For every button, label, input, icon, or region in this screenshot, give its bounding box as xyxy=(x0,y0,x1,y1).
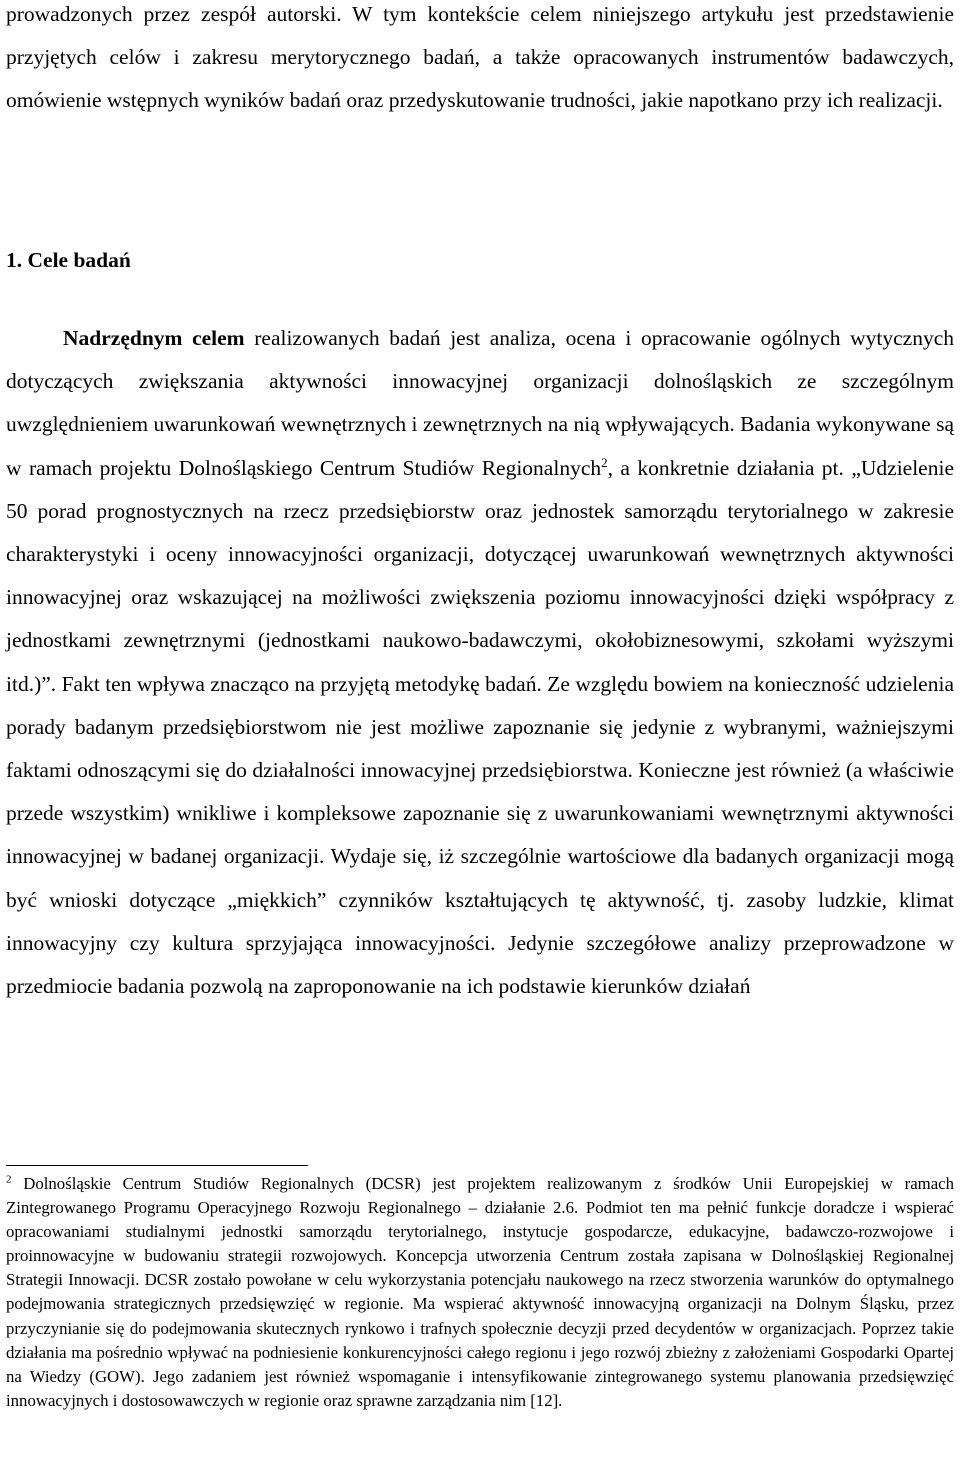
footnote-separator xyxy=(6,1165,308,1166)
lead-bold-text: Nadrzędnym celem xyxy=(63,326,245,350)
footnote-text: Dolnośląskie Centrum Studiów Regionalnych (DCSR) jest projektem realizowanym z środków Unii Europejskiej w ramach Zintegrowanego Programu Operacyjnego Rozwoju Regionalnego – działanie 2.6. Podmiot ten ma pełnić funkcje doradcze i wspierać opracowaniami studialnymi jednostki samorządu terytorialnego, instytucje gospodarcze, edukacyjne, badawczo-rozwojowe i proinnowacyjne w budowaniu strategii rozwojowych. Koncepcja utworzenia Centrum została zapisana w Dolnośląskiej Regionalnej Strategii Innowacji. DCSR zostało powołane w celu wykorzystania potencjału naukowego na rzecz stworzenia warunków do optymalnego podejmowania strategicznych przedsięwzięć w regionie. Ma wspierać aktywność innowacyjną organizacji na Dolnym Śląsku, przez przyczynianie się do podejmowania skutecznych rynkowo i trafnych społecznie decyzji przed decydentów w organizacjach. Poprzez takie działania ma pośrednio wpływać na podniesienie konkurencyjności całego regionu i jego rozwój zbieżny z założeniami Gospodarki Opartej na Wiedzy (GOW). Jego zadaniem jest również wspomaganie i intensyfikowanie zintegrowanego systemu planowania przedsięwzięć innowacyjnych i dostosowawczych w regionie oraz sprawne zarządzania nim [12]. xyxy=(6,1174,954,1410)
footnote xyxy=(6,1172,954,1413)
footnote-reference[interactable]: 2 xyxy=(601,454,608,470)
intro-paragraph: prowadzonych przez zespół autorski. W tym kontekście celem niniejszego artykułu jest przedstawienie przyjętych celów i zakresu merytorycznego badań, a także opracowanych instrumentów badawczych, omówienie wstępnych wyników badań oraz przedyskutowanie trudności, jakie napotkano przy ich realizacji. xyxy=(6,2,954,113)
body-text-part1: realizowanych badań jest analiza, ocena i opracowanie ogólnych wytycznych dotyczących zwiększania aktywności innowacyjnej organizacji dolnośląskich ze szczególnym uwzględnieniem uwarunkowań wewnętrznych i zewnętrznych na nią wpływających. Badania wykonywane są w ramach projektu Dolnośląskiego Centrum Studiów Regionalnych xyxy=(6,326,954,480)
body-paragraph xyxy=(6,317,954,1008)
footnote-number: 2 xyxy=(6,1173,12,1186)
body-text-part2: , a konkretnie działania pt. „Udzielenie 50 porad prognostycznych na rzecz przedsiębiorstw oraz jednostek samorządu terytorialnego w zakresie charakterystyki i oceny innowacyjności organizacji, dotyczącej uwarunkowań wewnętrznych aktywności innowacyjnej oraz wskazującej na możliwości zwiększenia poziomu innowacyjności dzięki współpracy z jednostkami zewnętrznymi (jednostkami naukowo-badawczymi, okołobiznesowymi, szkołami wyższymi itd.)”. Fakt ten wpływa znacząco na przyjętą metodykę badań. Ze względu bowiem na konieczność udzielenia porady badanym przedsiębiorstwom nie jest możliwe zapoznanie się jedynie z wybranymi, ważniejszymi faktami odnoszącymi się do działalności innowacyjnej przedsiębiorstwa. Konieczne jest również (a właściwie przede wszystkim) wnikliwe i kompleksowe zapoznanie się z uwarunkowaniami wewnętrznymi aktywności innowacyjnej w badanej organizacji. Wydaje się, iż szczególnie wartościowe dla badanych organizacji mogą być wnioski dotyczące „miękkich” czynników kształtujących tę aktywność, tj. zasoby ludzkie, klimat innowacyjny czy kultura sprzyjająca innowacyjności. Jedynie szczegółowe analizy przeprowadzone w przedmiocie badania pozwolą na zaproponowanie na ich podstawie kierunków działań xyxy=(6,455,954,999)
section-heading: 1. Cele badań xyxy=(6,248,131,272)
